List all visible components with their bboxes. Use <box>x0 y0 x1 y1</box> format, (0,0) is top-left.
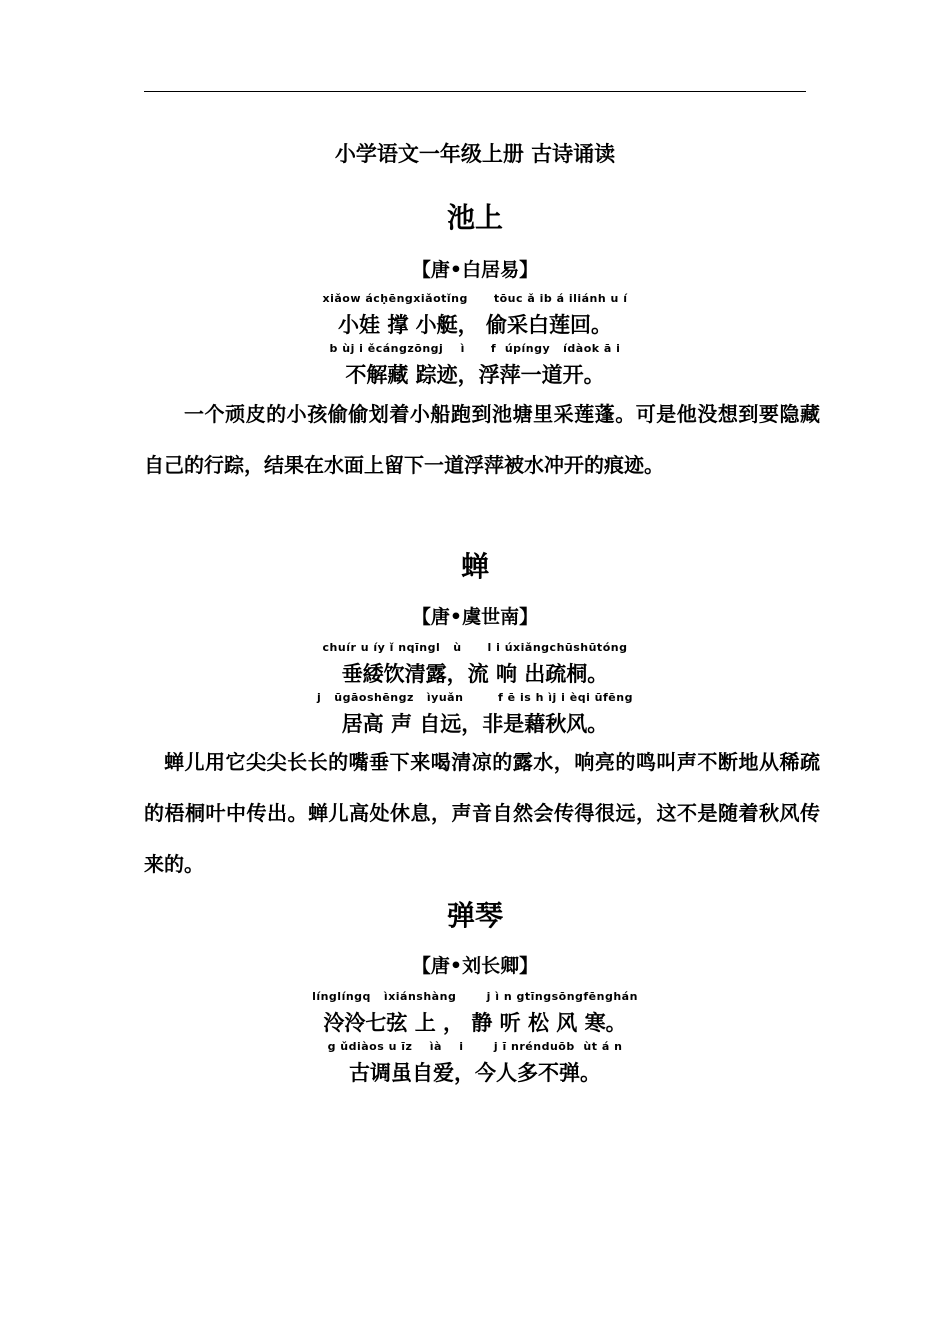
poem-title: 蝉 <box>460 550 489 583</box>
verse-line: 泠泠七弦 上 ， 静 听 松 风 寒。 <box>323 1011 627 1035</box>
pinyin-line: j ūgāoshēngz ìyuǎn f ē is h ìj i èqi ūfēng <box>317 691 633 704</box>
poem-title: 弹琴 <box>446 899 503 932</box>
pinyin-line: línglíngq ìxiánshàng j ì n gtīngsōngfēnghán <box>312 990 638 1003</box>
poem-author: 【唐•虞世南】 <box>411 606 539 628</box>
pinyin-line: g ǔdiàos u īz ìà i j ī nrénduōb ùt á n <box>327 1040 623 1053</box>
pinyin-line: chuír u íy ǐ nqīngl ù l i úxiǎngchūshūtóng <box>322 641 628 654</box>
verse-line: 垂緌饮清露，流 响 出疏桐。 <box>341 662 609 686</box>
verse-line: 不解藏 踪迹，浮萍一道开。 <box>345 363 605 387</box>
poem-author: 【唐•白居易】 <box>411 259 539 281</box>
translation-paragraph: 一个顽皮的小孩偷偷划着小船跑到池塘里采莲蓬。可是他没想到要隐藏自己的行踪，结果在水面上留下一道浮萍被水冲开的痕迹。 <box>144 402 820 477</box>
page-title: 小学语文一年级上册 古诗诵读 <box>334 142 616 166</box>
top-rule <box>144 91 806 92</box>
translation-paragraph: 蝉儿用它尖尖长长的嘴垂下来喝清凉的露水，响亮的鸣叫声不断地从稀疏的梧桐叶中传出。蝉儿高处休息，声音自然会传得很远，这不是随着秋风传来的。 <box>144 750 820 876</box>
poem-title: 池上 <box>446 201 503 234</box>
poem-author: 【唐•刘长卿】 <box>411 955 539 977</box>
pinyin-line: b ùj i ěcángzōngj ì f úpíngy ídàok ā i <box>329 342 621 355</box>
verse-line: 居高 声 自远，非是藉秋风。 <box>341 712 609 736</box>
verse-line: 小娃 撑 小艇， 偷采白莲回。 <box>338 313 612 337</box>
verse-line: 古调虽自爱，今人多不弹。 <box>349 1061 601 1085</box>
pinyin-line: xiǎow ácḥēngxiǎotǐng tōuc ǎ ib á iliánh u í <box>322 292 628 305</box>
